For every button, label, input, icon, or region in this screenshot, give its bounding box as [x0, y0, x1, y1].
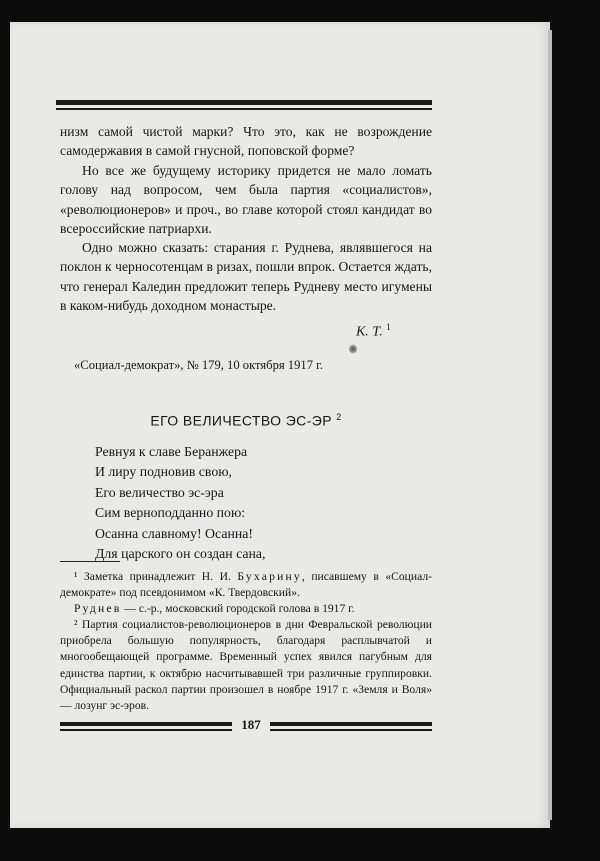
poem-line: Для царского он создан сана, [95, 546, 266, 562]
footnote-rudnev-name: Руднев [74, 602, 122, 615]
page-number: 187 [241, 717, 261, 732]
poem-line: Ревнуя к славе Беранжера [95, 444, 248, 459]
paragraph-1: низм самой чистой марки? Что это, как не возрождение самодержавия в самой гнусной, поповской форме? [60, 124, 432, 159]
footer-rule-right-thick [270, 722, 432, 726]
footnote-rudnev-text: — с.-р., московский городской голова в 1917 г. [121, 602, 355, 615]
paragraph-3: Одно можно сказать: старания г. Руднева, являвшегося на поклон к черносотенцам в ризах, пошли впрок. Остается ждать, что генерал Каледин предложит теперь Рудневу место игумены в каком-нибудь доходном монастыре. [60, 240, 432, 314]
heading-footnote-marker: 2 [336, 412, 342, 422]
author-signature [356, 322, 391, 341]
poem-line: Сим верноподданно пою: [95, 505, 246, 521]
footnote-1-lead: ¹ Заметка принадлежит Н. И. [74, 570, 231, 583]
footnote-1-rest: , писавшему в «Социал-демократе» под псевдонимом «К. Твердовский». [60, 570, 432, 600]
section-heading [60, 412, 432, 429]
source-citation: «Социал-демократ», № 179, 10 октября 1917 г. [74, 358, 324, 372]
poem [95, 442, 266, 564]
footnote-2: ² Партия социалистов-революционеров в дни Февральской революции приобрела большую популярность, благодаря расплывчатой и многообещающей программе. Временный успех явился пагубным для единства партии, к октябрю насчитывавшей три различные группировки. Официальный раскол партии произошел в ноябре 1917 г. «Земля и Воля» — лозунг эс-эров. [60, 618, 432, 713]
signature-initials: К. Т. [356, 324, 383, 340]
header-rule-thin [56, 108, 432, 110]
poem-line: Его величество эс-эра [95, 484, 224, 500]
signature-footnote-marker: 1 [386, 322, 391, 332]
footer-rule-left-thin [60, 729, 232, 731]
poem-line: И лиру подновив свою, [95, 464, 232, 480]
footer-rule-right-thin [270, 729, 432, 731]
footnote-1-name: Бухарину [237, 570, 302, 583]
header-rule-thick [56, 100, 432, 105]
page-edge [548, 30, 552, 820]
paragraph-2: Но все же будущему историку придется не мало ломать голову над вопросом, чем была партия «социалистов», «революционеров» и проч., во главе которой стоял кандидат во всероссийские патриархи. [60, 163, 432, 237]
footnote-1 [60, 569, 432, 601]
heading-text: ЕГО ВЕЛИЧЕСТВО ЭС-ЭР [150, 412, 332, 429]
footnote-rudnev [60, 601, 432, 617]
ink-smudge [349, 344, 357, 354]
poem-line: Осанна славному! Осанна! [95, 525, 253, 541]
footnote-separator [60, 561, 120, 562]
footer-rule-left-thick [60, 722, 232, 726]
